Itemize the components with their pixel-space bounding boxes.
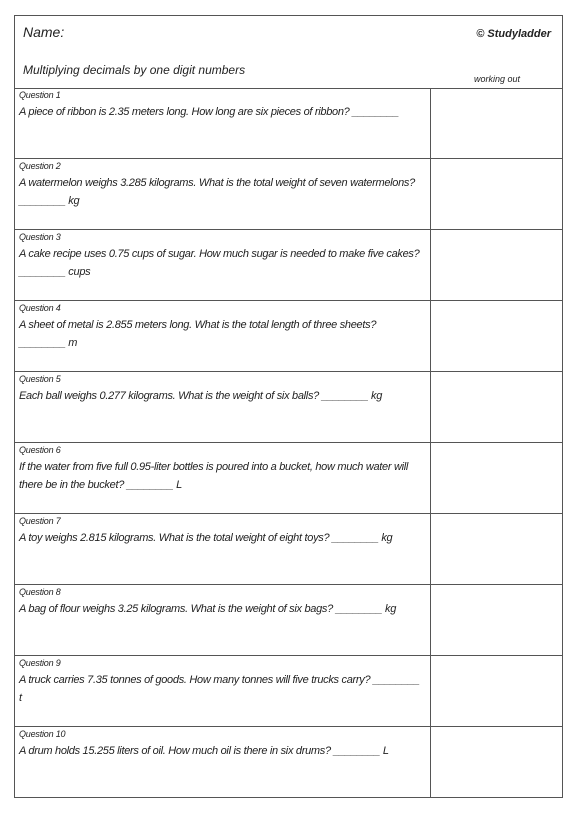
question-text: A cake recipe uses 0.75 cups of sugar. How much sugar is needed to make five cakes? ________ cups: [19, 248, 420, 278]
working-out-box[interactable]: [431, 656, 562, 726]
question-row: [15, 230, 562, 301]
question-row: [15, 585, 562, 656]
working-out-box[interactable]: [431, 727, 562, 798]
question-label: Question 3: [19, 232, 61, 242]
question-row: [15, 159, 562, 230]
question-cell: [15, 230, 431, 300]
worksheet-header: [15, 16, 562, 89]
working-out-box[interactable]: [431, 88, 562, 158]
question-row: [15, 301, 562, 372]
question-text: A sheet of metal is 2.855 meters long. What is the total length of three sheets? ________ m: [19, 319, 377, 349]
question-row: [15, 88, 562, 159]
worksheet-title: Multiplying decimals by one digit numbers: [23, 63, 246, 77]
question-label: Question 1: [19, 90, 61, 100]
question-cell: [15, 514, 431, 584]
question-row: [15, 656, 562, 727]
question-row: [15, 727, 562, 798]
question-text: A truck carries 7.35 tonnes of goods. How many tonnes will five trucks carry? ________ t: [19, 674, 420, 704]
question-row: [15, 372, 562, 443]
question-text: A watermelon weighs 3.285 kilograms. What is the total weight of seven watermelons? ________ kg: [19, 177, 415, 207]
question-label: Question 8: [19, 587, 61, 597]
working-out-label: working out: [473, 74, 520, 84]
question-text: If the water from five full 0.95-liter bottles is poured into a bucket, how much water will there be in the bucket? ________ L: [19, 461, 409, 491]
question-cell: [15, 727, 431, 798]
question-text: A piece of ribbon is 2.35 meters long. How long are six pieces of ribbon? ________: [19, 106, 399, 118]
working-out-box[interactable]: [431, 230, 562, 300]
question-label: Question 4: [19, 303, 61, 313]
question-cell: [15, 585, 431, 655]
working-out-box[interactable]: [431, 514, 562, 584]
question-cell: [15, 88, 431, 158]
question-row: [15, 443, 562, 514]
question-label: Question 9: [19, 658, 61, 668]
question-text: A drum holds 15.255 liters of oil. How much oil is there in six drums? ________ L: [19, 745, 389, 757]
working-out-box[interactable]: [431, 372, 562, 442]
working-out-box[interactable]: [431, 443, 562, 513]
question-label: Question 6: [19, 445, 61, 455]
question-row: [15, 514, 562, 585]
working-out-box[interactable]: [431, 159, 562, 229]
name-label: Name:: [23, 24, 65, 40]
question-label: Question 2: [19, 161, 61, 171]
question-text: Each ball weighs 0.277 kilograms. What is the weight of six balls? ________ kg: [19, 390, 383, 402]
question-label: Question 7: [19, 516, 61, 526]
working-out-box[interactable]: [431, 585, 562, 655]
question-cell: [15, 301, 431, 371]
brand-logo: © Studyladder: [476, 28, 551, 40]
question-label: Question 10: [19, 729, 66, 739]
question-text: A bag of flour weighs 3.25 kilograms. What is the weight of six bags? ________ kg: [19, 603, 397, 615]
question-cell: [15, 372, 431, 442]
working-out-box[interactable]: [431, 301, 562, 371]
question-cell: [15, 159, 431, 229]
question-cell: [15, 443, 431, 513]
question-cell: [15, 656, 431, 726]
question-label: Question 5: [19, 374, 61, 384]
worksheet: [14, 15, 563, 798]
question-text: A toy weighs 2.815 kilograms. What is the total weight of eight toys? ________ kg: [19, 532, 393, 544]
